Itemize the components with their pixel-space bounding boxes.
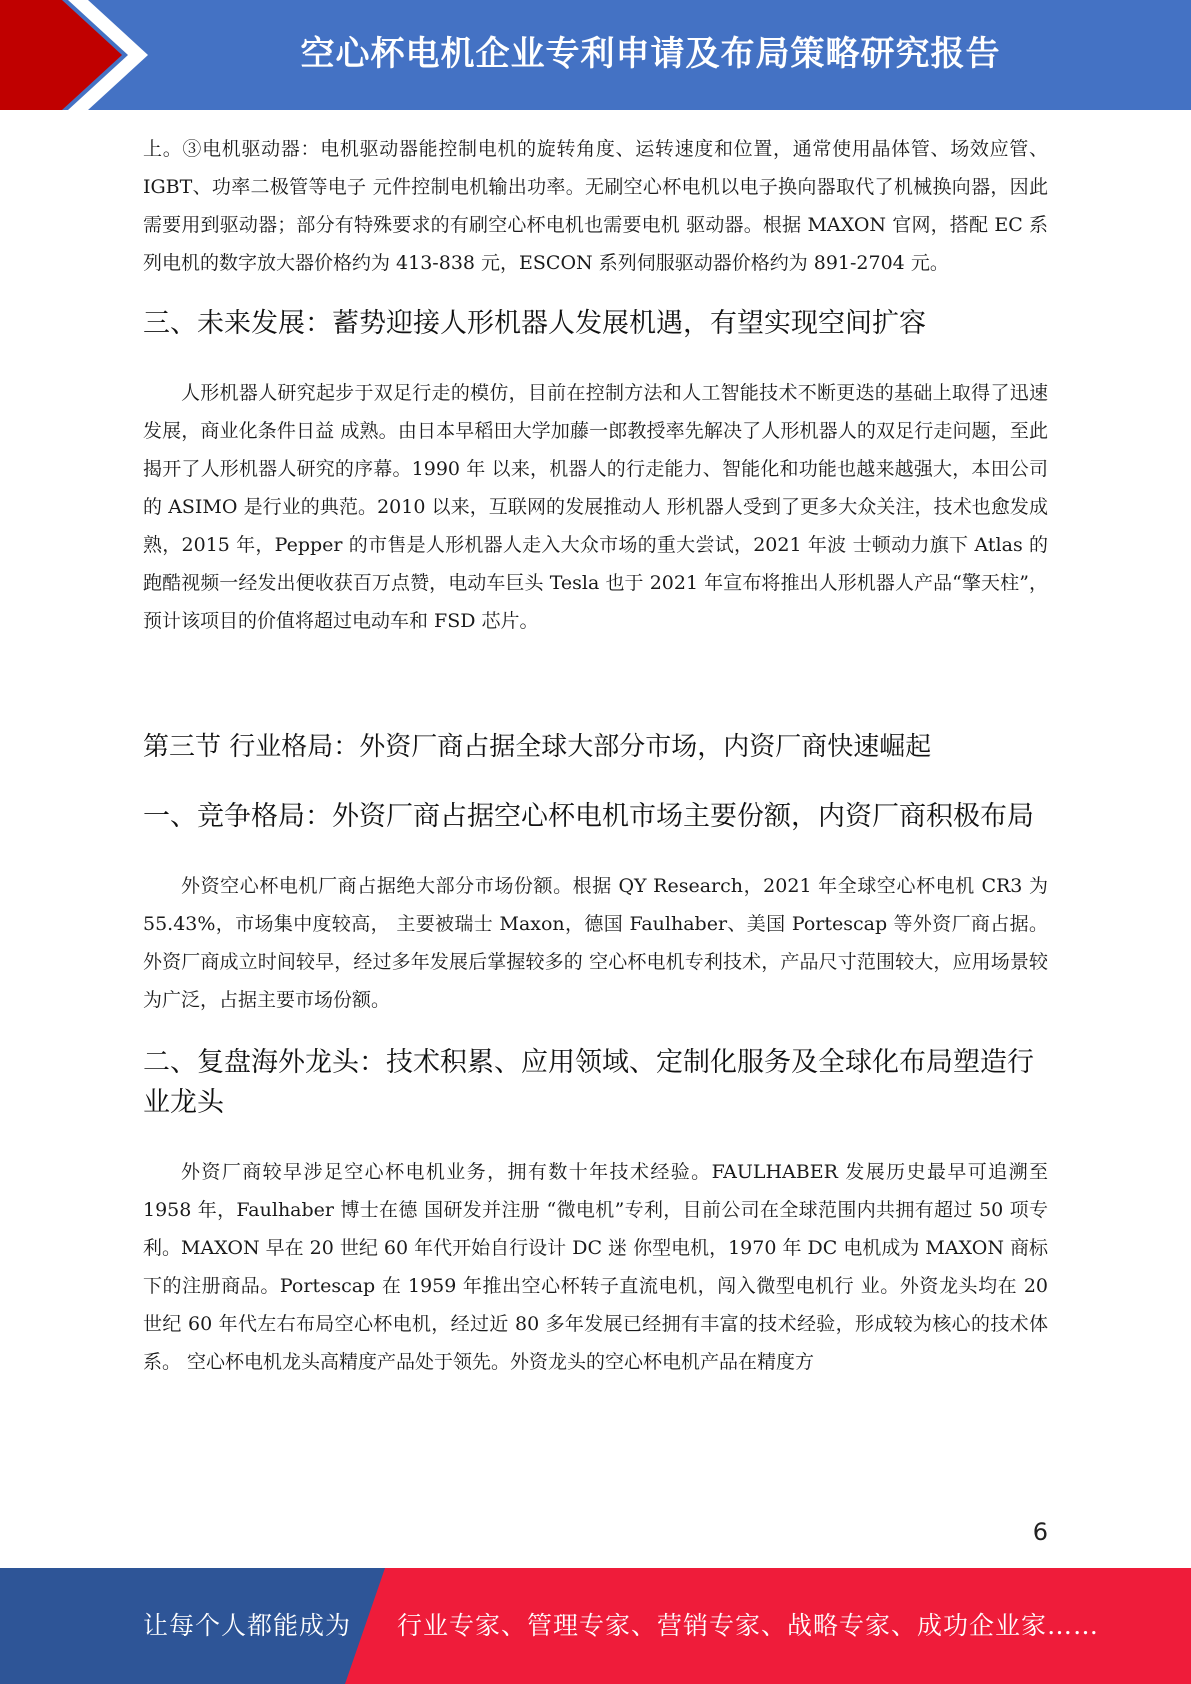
heading-competition: 一、竞争格局：外资厂商占据空心杯电机市场主要份额，内资厂商积极布局: [143, 801, 1034, 832]
paragraph-foreign-manufacturers: 外资厂商较早涉足空心杯电机业务，拥有数十年技术经验。FAULHABER 发展历史最早可追溯至 1958 年，Faulhaber 博士在德 国研发并注册 “微电机”专利，目前公司在全球范围内共拥有超过 50 项专利。MAXON 早在 20 世纪 60 年代开始自行设计 DC 迷 你型电机，1970 年 DC 电机成为 MAXON 商标下的注册商品。Portescap 在 1959 年推出空心杯转子直流电机，闯入微型电机行 业。外资龙头均在 20 世纪 60 年代左右布局空心杯电机，经过近 80 多年发展已经拥有丰富的技术经验，形成较为核心的技术体 系。 空心杯电机龙头高精度产品处于领先。外资龙头的空心杯电机产品在精度方: [143, 1161, 1048, 1373]
page-number: 6: [1032, 1518, 1048, 1546]
page-header: [0, 0, 1191, 110]
footer-slogan-right: 行业专家、管理专家、营销专家、战略专家、成功企业家……: [397, 1611, 1100, 1640]
page-content: [143, 130, 1048, 1381]
page-footer: [0, 1568, 1191, 1684]
document-title: 空心杯电机企业专利申请及布局策略研究报告: [300, 34, 1001, 74]
heading-overseas-leaders: 二、复盘海外龙头：技术积累、应用领域、定制化服务及全球化布局塑造行业龙头: [143, 1047, 1034, 1118]
paragraph-humanoid-robot: 人形机器人研究起步于双足行走的模仿，目前在控制方法和人工智能技术不断更迭的基础上取得了迅速发展，商业化条件日益 成熟。由日本早稻田大学加藤一郎教授率先解决了人形机器人的双足行走问题，至此揭开了人形机器人研究的序幕。1990 年 以来，机器人的行走能力、智能化和功能也越来越强大，本田公司的 ASIMO 是行业的典范。2010 以来，互联网的发展推动人 形机器人受到了更多大众关注，技术也愈发成熟，2015 年，Pepper 的市售是人形机器人走入大众市场的重大尝试，2021 年波 士顿动力旗下 Atlas 的跑酷视频一经发出便收获百万点赞，电动车巨头 Tesla 也于 2021 年宣布将推出人形机器人产品“擎天柱”， 预计该项目的价值将超过电动车和 FSD 芯片。: [143, 382, 1048, 632]
section-heading-industry-landscape: 第三节 行业格局：外资厂商占据全球大部分市场，内资厂商快速崛起: [143, 732, 932, 762]
paragraph-motor-driver: 上。③电机驱动器：电机驱动器能控制电机的旋转角度、运转速度和位置，通常使用晶体管、场效应管、IGBT、功率二极管等电子 元件控制电机输出功率。无刷空心杯电机以电子换向器取代了机械换向器，因此需要用到驱动器；部分有特殊要求的有刷空心杯电机也需要电机 驱动器。根据 MAXON 官网，搭配 EC 系列电机的数字放大器价格约为 413-838 元，ESCON 系列伺服驱动器价格约为 891-2704 元。: [143, 138, 1048, 274]
heading-future-development: 三、未来发展：蓄势迎接人形机器人发展机遇，有望实现空间扩容: [143, 308, 926, 339]
footer-slogan-left: 让每个人都能成为: [143, 1611, 352, 1640]
paragraph-market-share: 外资空心杯电机厂商占据绝大部分市场份额。根据 QY Research，2021 年全球空心杯电机 CR3 为 55.43%，市场集中度较高， 主要被瑞士 Maxon，德国 Faulhaber、美国 Portescap 等外资厂商占据。外资厂商成立时间较早，经过多年发展后掌握较多的 空心杯电机专利技术，产品尺寸范围较大，应用场景较为广泛，占据主要市场份额。: [143, 875, 1048, 1011]
header-arrow-decoration: [0, 0, 160, 110]
